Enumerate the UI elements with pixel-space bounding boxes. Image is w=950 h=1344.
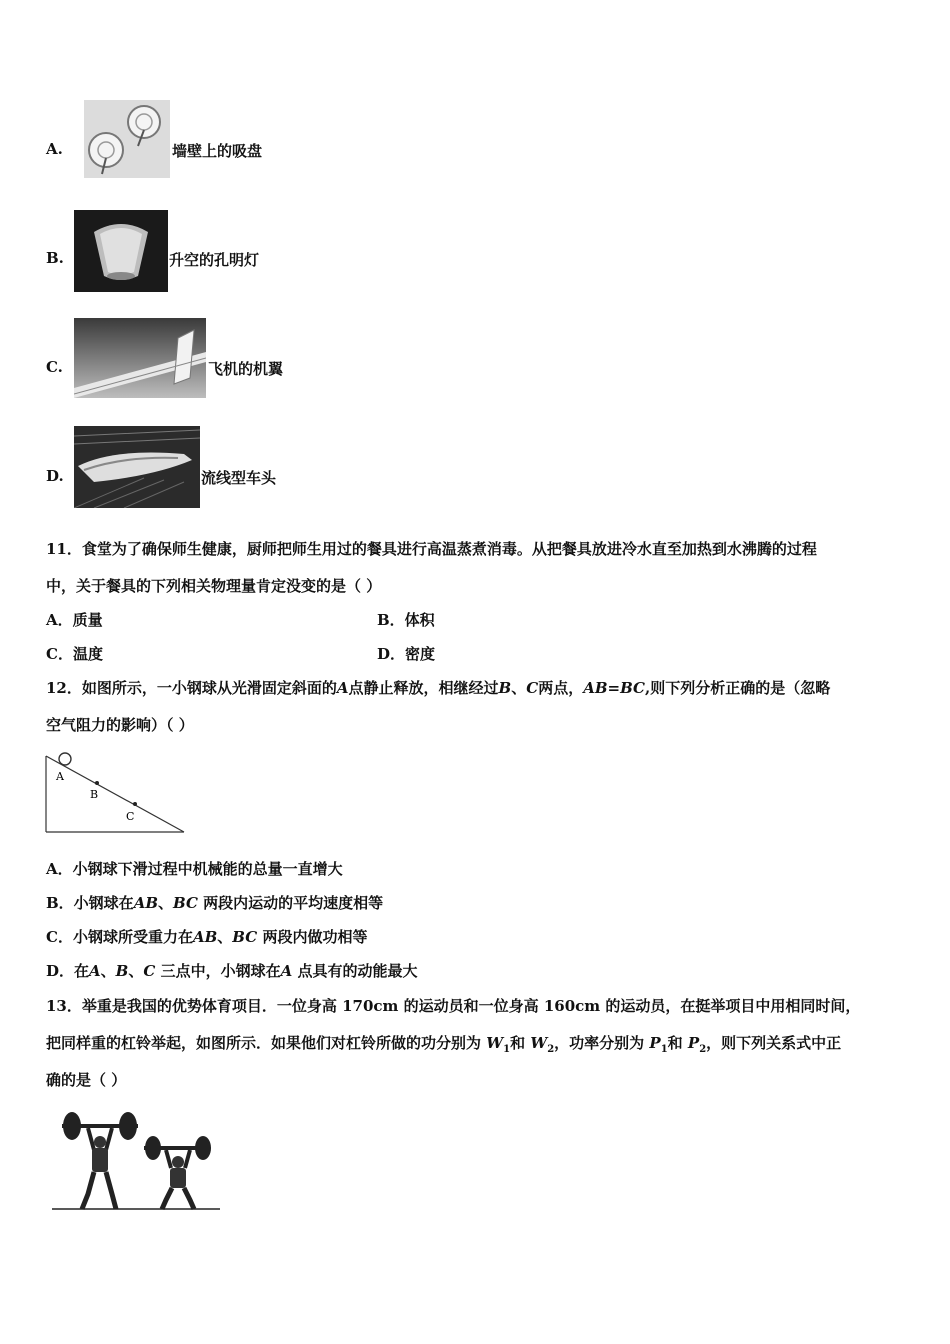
option-letter: B. bbox=[46, 249, 64, 267]
answer-option-c[interactable]: C．小钢球所受重力在AB、BC 两段内做功相等 bbox=[46, 928, 368, 946]
question-text: 把同样重的杠铃举起，如图所示．如果他们对杠铃所做的功分别为 $W_1$和 $W_2$，功率分别为 $P_1$和 $P_2$，则下列关系式中正 bbox=[46, 1034, 842, 1055]
answer-option-c[interactable]: C．温度 bbox=[46, 645, 103, 663]
suction-cups-photo-icon bbox=[84, 100, 170, 178]
answer-option-d[interactable]: D．密度 bbox=[377, 645, 436, 663]
answer-option-d[interactable]: D．在A、B、C 三点中，小钢球在A 点具有的动能最大 bbox=[46, 962, 418, 980]
option-letter: C. bbox=[46, 358, 63, 376]
steel-ball bbox=[59, 753, 71, 765]
question-text: 中，关于餐具的下列相关物理量肯定没变的是（ ） bbox=[46, 577, 382, 595]
label-c: C bbox=[126, 810, 135, 823]
label-a: A bbox=[56, 770, 64, 783]
sky-lantern-photo-icon bbox=[74, 210, 168, 292]
question-text: 11．食堂为了确保师生健康，厨师把师生用过的餐具进行高温蒸煮消毒。从把餐具放进冷水直至加热到水沸腾的过程 bbox=[46, 540, 817, 558]
airplane-wing-photo-icon bbox=[74, 318, 206, 398]
incline-diagram bbox=[44, 752, 186, 834]
option-caption: 飞机的机翼 bbox=[208, 360, 284, 378]
bullet-train-photo-icon bbox=[74, 426, 200, 508]
answer-option-b[interactable]: B．小钢球在AB、BC 两段内运动的平均速度相等 bbox=[46, 894, 384, 912]
answer-option-a[interactable]: A．小钢球下滑过程中机械能的总量一直增大 bbox=[46, 860, 343, 878]
option-caption: 流线型车头 bbox=[201, 469, 277, 487]
question-text: 空气阻力的影响）（ ） bbox=[46, 716, 194, 734]
answer-option-a[interactable]: A．质量 bbox=[46, 611, 103, 629]
answer-option-b[interactable]: B．体积 bbox=[377, 611, 435, 629]
question-text: 13．举重是我国的优势体育项目．一位身高 170cm 的运动员和一位身高 160cm 的运动员，在挺举项目中用相同时间， bbox=[46, 997, 861, 1015]
weightlifters-figure bbox=[52, 1108, 222, 1212]
label-b: B bbox=[90, 788, 99, 801]
option-letter: D. bbox=[46, 467, 64, 485]
question-text: 12．如图所示，一小钢球从光滑固定斜面的A点静止释放，相继经过B、C两点，AB=BC,则下列分析正确的是（忽略 bbox=[46, 679, 831, 697]
option-caption: 升空的孔明灯 bbox=[169, 251, 260, 269]
question-text: 确的是（ ） bbox=[46, 1071, 127, 1089]
option-caption: 墙壁上的吸盘 bbox=[172, 142, 263, 160]
option-letter: A. bbox=[46, 140, 63, 158]
